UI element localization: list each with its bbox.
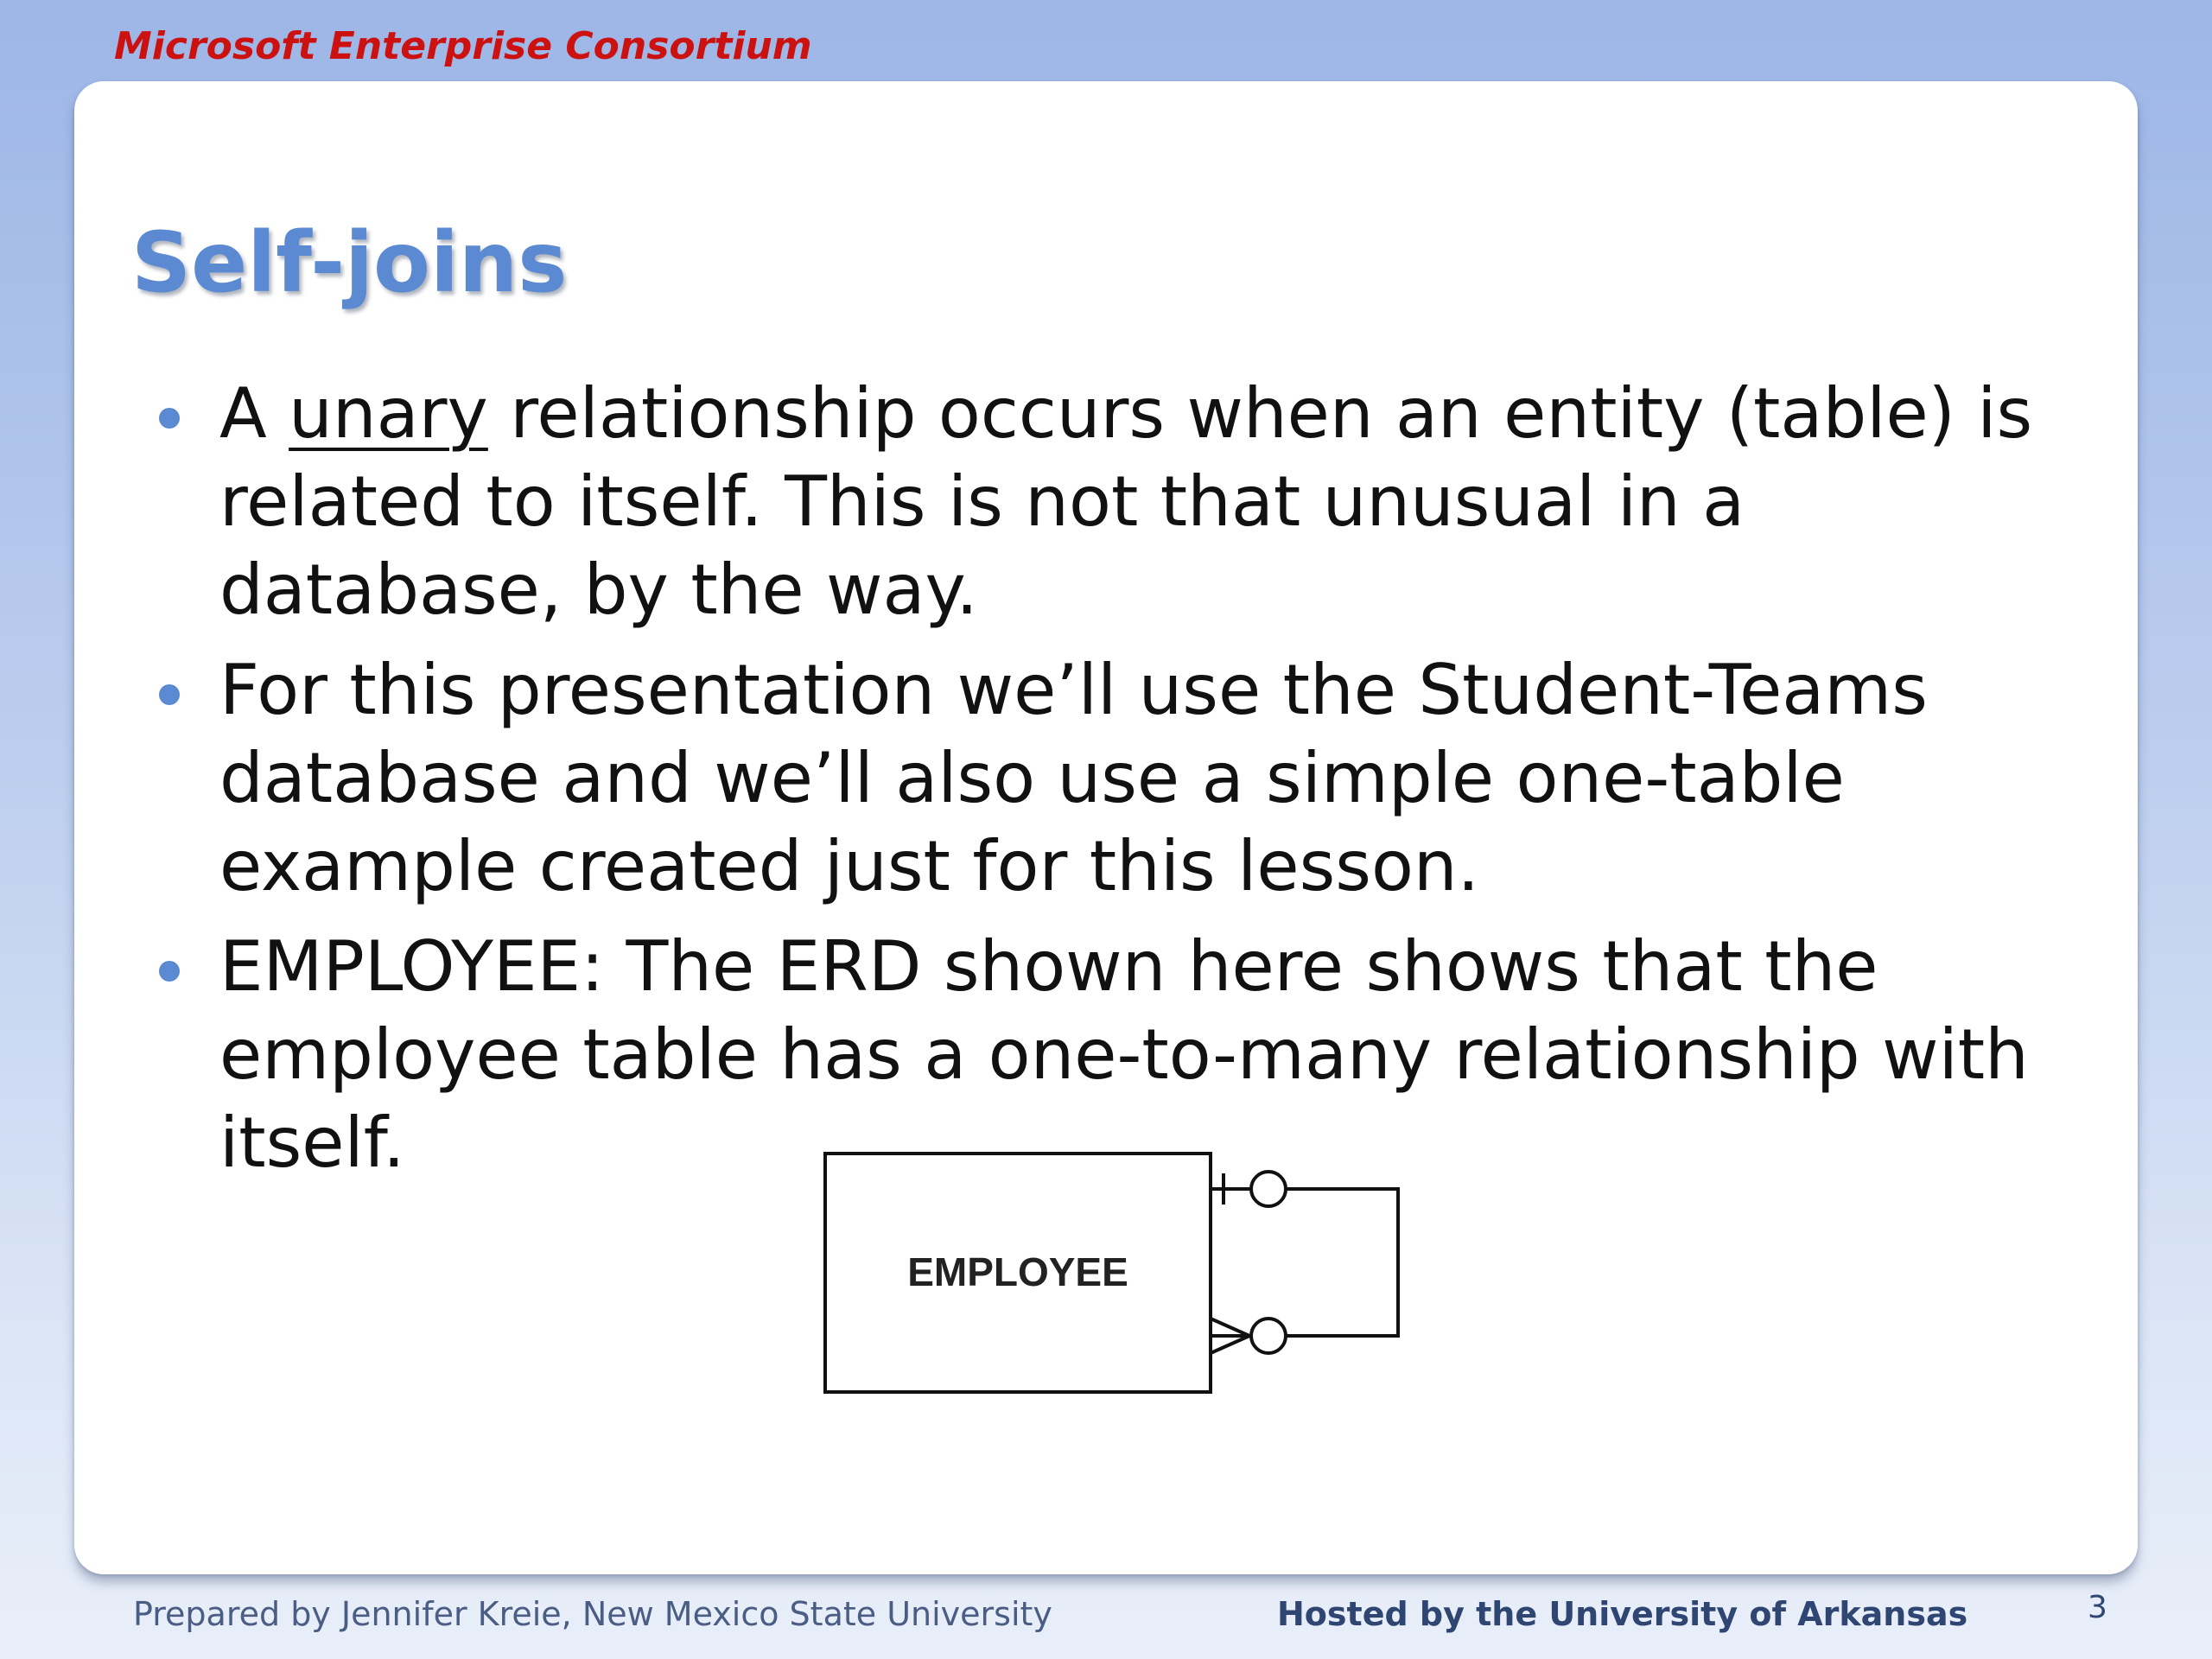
erd-diagram [812,1141,1417,1417]
footer-credit: Prepared by Jennifer Kreie, New Mexico State University [133,1595,1052,1633]
bullet-dot-icon [159,408,180,429]
bullet-text: EMPLOYEE: The ERD shown here shows that the employee table has a one-to-many relationship with itself. [219,926,2029,1183]
bullet-item-unary [159,370,2094,634]
bullet-text-underlined: unary [289,373,488,454]
bullet-text-post: relationship occurs when an entity (table) is related to itself. This is not that unusual in a database, by the way. [219,373,2033,630]
org-header: Microsoft Enterprise Consortium [114,24,812,68]
bullet-text: For this presentation we’ll use the Student-Teams database and we’ll also use a simple one-table example created just for this lesson. [219,650,1928,906]
bullet-item-student-teams [159,646,2094,911]
footer-host: Hosted by the University of Arkansas [1277,1595,1968,1633]
bullet-text-pre: A [219,373,289,454]
bullet-dot-icon [159,684,180,705]
slide-title: Self-joins [131,214,568,311]
bullet-list [159,370,2094,1199]
erd-entity-label: EMPLOYEE [907,1249,1128,1294]
erd-relationship-line [1211,1172,1398,1353]
bullet-dot-icon [159,961,180,982]
page-number: 3 [2088,1590,2107,1625]
